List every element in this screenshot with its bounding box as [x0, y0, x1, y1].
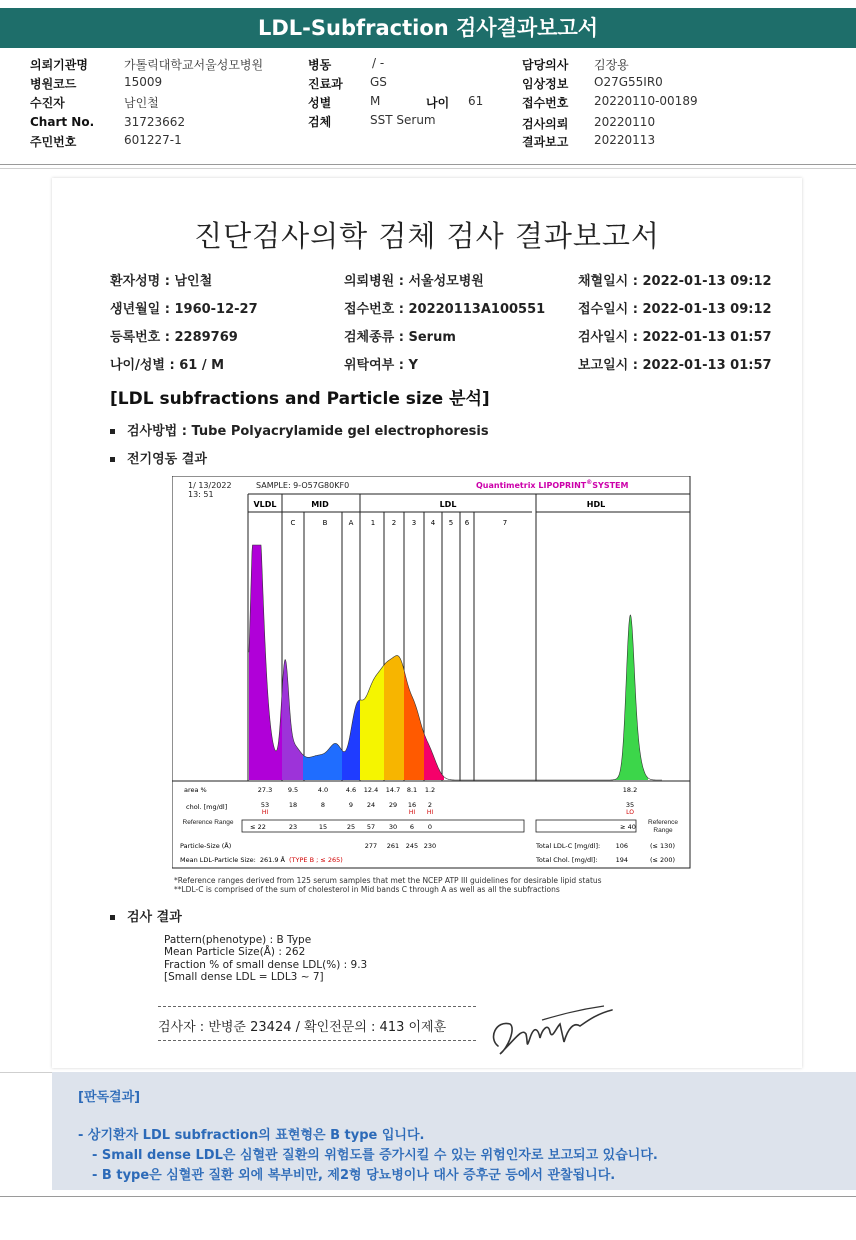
- flag-2: HI: [426, 809, 434, 816]
- header-value: 김장용: [594, 58, 629, 72]
- area-value-4: 12.4: [363, 786, 379, 794]
- area-value-3: 4.6: [345, 786, 357, 794]
- mean-size-value: 261.9 Å: [259, 856, 285, 864]
- chart-date: 1/ 13/2022: [188, 481, 232, 490]
- header-info: [0, 56, 856, 160]
- flag-1: HI: [408, 809, 416, 816]
- header-value: 31723662: [124, 115, 186, 129]
- page-title: LDL-Subfraction 검사결과보고서: [0, 8, 856, 48]
- chart-brand-text: Quantimetrix LIPOPRINT: [476, 481, 587, 490]
- mean-size-label: Mean LDL-Particle Size:: [180, 856, 256, 864]
- ref-value-5: 30: [388, 823, 398, 831]
- method-line: [110, 420, 489, 439]
- header-value: GS: [370, 75, 387, 89]
- row-label-chol: chol. [mg/dl]: [186, 803, 228, 811]
- bullet-icon: [110, 429, 115, 434]
- verdict-line: - Small dense LDL은 심혈관 질환의 위험도를 증가시킬 수 있는 위험인자로 보고되고 있습니다.: [92, 1148, 658, 1163]
- electro-heading-text: 전기영동 결과: [127, 452, 207, 467]
- patient-info: 보고일시 : 2022-01-13 01:57: [578, 358, 772, 373]
- patient-info: 환자성명 : 남인철: [110, 274, 213, 289]
- total-chol-ref: (≤ 200): [650, 856, 675, 864]
- patient-info: 위탁여부 : Y: [344, 358, 418, 373]
- electrophoresis-chart: [172, 476, 692, 896]
- flag-0: HI: [261, 809, 269, 816]
- patient-info: 검사일시 : 2022-01-13 01:57: [578, 330, 772, 345]
- patient-info: 의뢰병원 : 서울성모병원: [344, 274, 484, 289]
- result-line: Pattern(phenotype) : B Type: [164, 934, 312, 946]
- header-label: 성별: [308, 96, 332, 110]
- patient-info: 접수번호 : 20220113A100551: [344, 302, 546, 317]
- patient-info: 접수일시 : 2022-01-13 09:12: [578, 302, 772, 317]
- chol-value-4: 24: [366, 801, 376, 809]
- flag-3: LO: [626, 809, 634, 816]
- area-value-1: 9.5: [287, 786, 299, 794]
- area-value-0: 27.3: [257, 786, 273, 794]
- header-label: 나이: [426, 96, 450, 110]
- group-label-vldl: VLDL: [253, 500, 277, 509]
- particle-value-3: 230: [423, 842, 437, 850]
- header-value: 601227-1: [124, 133, 182, 147]
- group-label-ldl: LDL: [439, 500, 457, 509]
- ref-value-8: ≥ 40: [620, 823, 636, 831]
- ref-value-1: 23: [288, 823, 298, 831]
- chol-value-7: 2: [427, 801, 433, 809]
- group-label-mid: MID: [311, 500, 329, 509]
- verdict-line: - 상기환자 LDL subfraction의 표현형은 B type 입니다.: [78, 1128, 425, 1143]
- header-value: 가톨릭대학교서울성모병원: [124, 58, 264, 72]
- mean-size-line: [180, 855, 343, 864]
- header-value: SST Serum: [370, 113, 436, 127]
- chol-value-6: 16: [407, 801, 417, 809]
- result-heading: [110, 906, 182, 925]
- header-value: 20220110-00189: [594, 94, 698, 108]
- mean-size-type: (TYPE B ; ≤ 265): [289, 856, 343, 864]
- ref-value-3: 25: [346, 823, 356, 831]
- header-label: 병동: [308, 58, 332, 72]
- area-value-7: 1.2: [424, 786, 436, 794]
- footnote: *Reference ranges derived from 125 serum samples that met the NCEP ATP III guidelines for desirable lipid status: [174, 876, 602, 885]
- divider: [0, 164, 856, 165]
- band-label-4: 4: [430, 519, 436, 527]
- peak-segment-5: [384, 656, 404, 781]
- chart-sample: SAMPLE: 9-O57G80KF0: [256, 481, 350, 490]
- verdict-line: - B type은 심혈관 질환 외에 복부비만, 제2형 당뇨병이나 대사 증후군 등에서 관찰됩니다.: [92, 1168, 616, 1183]
- header-label: 검체: [308, 115, 332, 129]
- header-label: 담당의사: [522, 58, 569, 72]
- header-value: 20220110: [594, 115, 656, 129]
- particle-value-1: 261: [386, 842, 400, 850]
- total-ldl-ref: (≤ 130): [650, 842, 675, 850]
- header-label: 의뢰기관명: [30, 58, 88, 72]
- band-label-b: B: [322, 519, 328, 527]
- report-title: 진단검사의학 검체 검사 결과보고서: [194, 219, 660, 253]
- total-ldl-value: 106: [615, 842, 628, 850]
- result-heading-text: 검사 결과: [127, 910, 182, 925]
- verdict-panel: [52, 1072, 856, 1190]
- patient-info: 생년월일 : 1960-12-27: [110, 302, 258, 317]
- patient-info: 채혈일시 : 2022-01-13 09:12: [578, 274, 772, 289]
- header-label: 주민번호: [30, 135, 77, 149]
- band-label-5: 5: [448, 519, 454, 527]
- chol-value-1: 18: [288, 801, 298, 809]
- chol-value-3: 9: [348, 801, 354, 809]
- area-value-6: 8.1: [406, 786, 418, 794]
- header-label: Chart No.: [30, 115, 95, 129]
- section-heading: [LDL subfractions and Particle size 분석]: [110, 389, 490, 409]
- header-label: 접수번호: [522, 96, 569, 110]
- report-document: [52, 178, 802, 1068]
- header-label: 진료과: [308, 77, 343, 91]
- ref-value-2: 15: [318, 823, 328, 831]
- ref-label-right: Reference Range: [648, 819, 678, 834]
- chart-brand-suffix: SYSTEM: [592, 481, 629, 490]
- bullet-icon: [110, 915, 115, 920]
- band-label-3: 3: [411, 519, 417, 527]
- total-chol-value: 194: [615, 856, 628, 864]
- header-label: 결과보고: [522, 135, 569, 149]
- header-value: 15009: [124, 75, 163, 89]
- band-label-2: 2: [391, 519, 397, 527]
- method-text: 검사방법 : Tube Polyacrylamide gel electrophoresis: [127, 424, 489, 439]
- divider: [0, 1196, 856, 1197]
- header-label: 검사의뢰: [522, 117, 569, 131]
- ref-value-0: ≤ 22: [250, 823, 266, 831]
- ref-value-4: 57: [366, 823, 376, 831]
- row-label-ref: Reference Range: [182, 819, 234, 826]
- patient-info: 검체종류 : Serum: [344, 330, 456, 345]
- signature-text: 검사자 : 반병준 23424 / 확인전문의 : 413 이제훈: [158, 1020, 447, 1035]
- ref-value-6: 6: [409, 823, 415, 831]
- chart-brand: [476, 479, 629, 490]
- header-value: 남인철: [124, 96, 159, 110]
- result-lines: [164, 934, 367, 984]
- ref-label-right-box: [638, 819, 688, 839]
- bullet-icon: [110, 457, 115, 462]
- row-label-ref-box: [180, 819, 236, 839]
- chol-value-8: 35: [625, 801, 635, 809]
- chart-brand-mark: ®: [586, 479, 593, 486]
- footnote: **LDL-C is comprised of the sum of cholesterol in Mid bands C through A as well as all the subfractions: [174, 885, 560, 894]
- area-value-8: 18.2: [622, 786, 638, 794]
- chart-time: 13: 51: [188, 490, 214, 499]
- chol-value-2: 8: [320, 801, 326, 809]
- header-value: 61: [468, 94, 484, 108]
- band-label-a: A: [348, 519, 354, 527]
- header-value: O27G55IR0: [594, 75, 663, 89]
- electro-heading: [110, 448, 207, 467]
- patient-info: 등록번호 : 2289769: [110, 330, 238, 345]
- band-label-7: 7: [502, 519, 508, 527]
- band-label-c: C: [290, 519, 296, 527]
- dashed-line: [158, 1040, 476, 1041]
- total-chol-label: Total Chol. [mg/dl]:: [536, 856, 598, 864]
- particle-value-0: 277: [364, 842, 378, 850]
- header-label: 수진자: [30, 96, 65, 110]
- header-value: 20220113: [594, 133, 656, 147]
- dashed-line: [158, 1006, 476, 1007]
- ref-value-7: 0: [427, 823, 433, 831]
- particle-value-2: 245: [405, 842, 419, 850]
- header-value: / -: [372, 56, 385, 70]
- area-value-5: 14.7: [385, 786, 401, 794]
- result-line: [Small dense LDL = LDL3 ~ 7]: [164, 971, 324, 984]
- row-label-particle: Particle-Size (Å): [180, 842, 232, 850]
- total-ldl-label: Total LDL-C [mg/dl]:: [536, 842, 601, 850]
- verdict-heading: [판독결과]: [78, 1090, 141, 1105]
- patient-info: 나이/성별 : 61 / M: [110, 358, 225, 373]
- header-label: 임상정보: [522, 77, 569, 91]
- signature-mark: [486, 998, 616, 1068]
- group-label-hdl: HDL: [586, 500, 606, 509]
- chol-value-5: 29: [388, 801, 398, 809]
- header-value: M: [370, 94, 381, 108]
- header-label: 병원코드: [30, 77, 77, 91]
- band-label-6: 6: [464, 519, 470, 527]
- result-line: Fraction % of small dense LDL(%) : 9.3: [164, 958, 368, 971]
- row-label-area: area %: [184, 786, 207, 794]
- divider: [0, 168, 856, 169]
- area-value-2: 4.0: [317, 786, 329, 794]
- chol-value-0: 53: [260, 801, 270, 809]
- band-label-1: 1: [370, 519, 376, 527]
- result-line: Mean Particle Size(Å) : 262: [164, 946, 306, 959]
